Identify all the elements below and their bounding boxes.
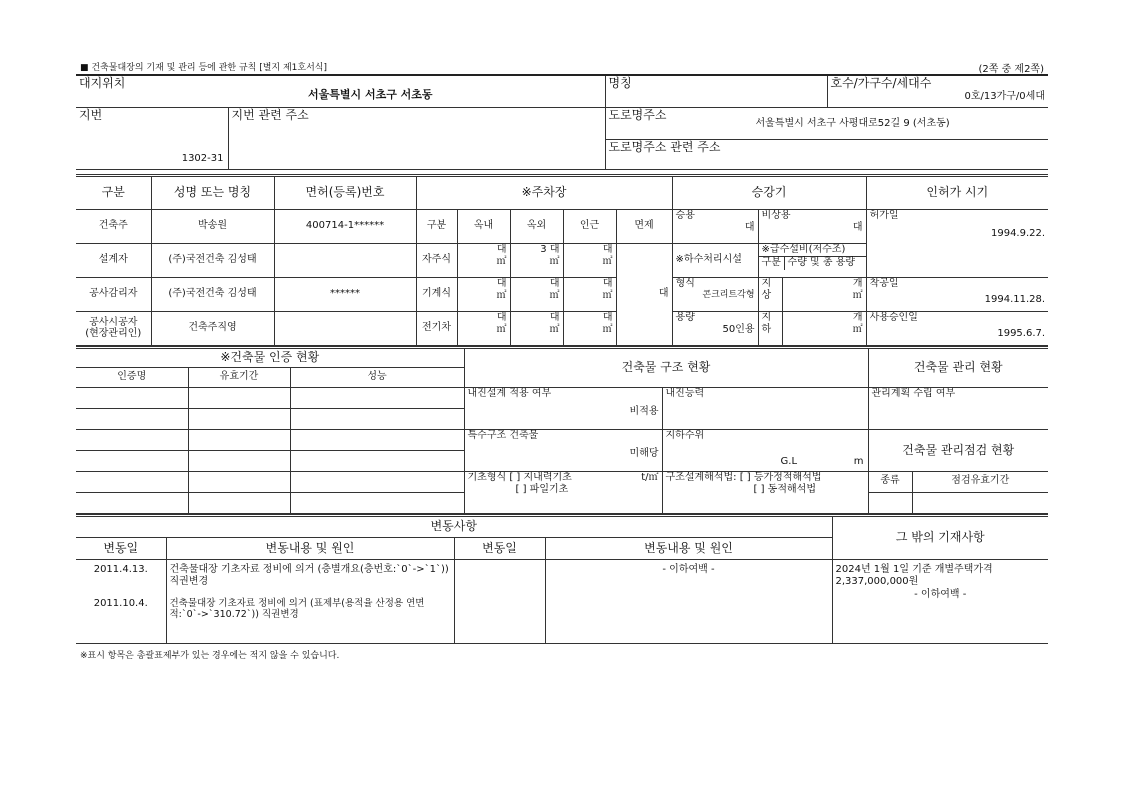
area-unit: ㎡ (602, 290, 613, 301)
area-unit: ㎡ (602, 256, 613, 267)
others-line1: 2024년 1월 1일 기준 개별주택가격 (835, 563, 993, 575)
area-unit: ㎡ (852, 290, 863, 301)
special-label: 특수구조 건축물 (467, 429, 539, 441)
approval-date: 1995.6.7. (997, 328, 1046, 339)
above-label: 지상 (758, 277, 782, 311)
area-unit: ㎡ (549, 324, 560, 335)
change-date-label: 변동일 (76, 537, 166, 559)
parking-nearby: 대 (602, 277, 613, 289)
water-sub2: 수량 및 총 용량 (787, 257, 856, 268)
details-table (76, 174, 1048, 346)
cert-title: ※건축물 인증 현황 (76, 347, 464, 367)
count-unit: 개 (852, 311, 863, 323)
area-unit: ㎡ (549, 290, 560, 301)
form-value: 콘크리트각형 (702, 290, 755, 300)
inspection-type-label: 종류 (868, 471, 912, 492)
structure-title: 건축물 구조 현황 (464, 347, 868, 387)
others-line2: 2,337,000,000원 (835, 576, 919, 587)
site-label: 대지위치 (79, 76, 126, 90)
groundwater-label: 지하수위 (665, 429, 705, 441)
others-title: 그 밖의 기재사항 (832, 515, 1048, 559)
change-content-label: 변동내용 및 원인 (166, 537, 454, 559)
person-name: (주)국전건축 김성태 (151, 243, 274, 277)
parking-row-type: 자주식 (416, 243, 457, 277)
page-indicator: (2쪽 중 제2쪽) (978, 64, 1044, 75)
parking-col-nearby: 인근 (563, 209, 616, 243)
permit-date: 1994.9.22. (990, 228, 1046, 239)
site-value: 서울특별시 서초구 서초동 (308, 88, 433, 101)
parking-col-type: 구분 (416, 209, 457, 243)
change-date: 2011.10.4. (93, 598, 148, 609)
form-header (76, 58, 1048, 74)
parking-col-exempt: 면제 (616, 209, 672, 243)
change-content-label-2: 변동내용 및 원인 (545, 537, 832, 559)
count-unit: 개 (852, 277, 863, 289)
seismic-label: 내진설계 적용 여부 (467, 387, 552, 399)
groundwater-unit: m (853, 456, 864, 467)
road-value: 서울특별시 서초구 사평대로52길 9 (서초동) (755, 117, 950, 129)
person-name: 건축주직영 (151, 311, 274, 345)
analysis-opt2: [ ] 동적해석법 (753, 484, 816, 495)
capacity-label: 용량 (675, 311, 695, 323)
col-category: 구분 (76, 175, 151, 209)
parking-outdoor: 대 (549, 277, 560, 289)
permit-title: 인허가 시기 (866, 175, 1048, 209)
start-label: 착공일 (869, 277, 899, 289)
cert-col-name: 인증명 (76, 367, 188, 387)
passenger-label: 승용 (675, 209, 695, 221)
person-role: 건축주 (76, 209, 151, 243)
foundation-opt2: [ ] 파일기초 (515, 484, 569, 495)
passenger-unit: 대 (744, 222, 755, 233)
parking-indoor: 대 (496, 243, 507, 255)
units-value: 0호/13가구/0세대 (964, 91, 1045, 102)
approval-label: 사용승인일 (869, 311, 918, 323)
foundation-opt1: [ ] 지내력기초 (509, 471, 572, 483)
footer-note: ※표시 항목은 총괄표제부가 있는 경우에는 적지 않을 수 있습니다. (80, 650, 340, 661)
person-role: 공사시공자 (현장관리인) (76, 311, 151, 345)
analysis-opt1: [ ] 등가정적해석법 (739, 471, 822, 483)
change-date-label-2: 변동일 (454, 537, 545, 559)
parking-title: ※주차장 (416, 175, 672, 209)
lot-label: 지번 (79, 107, 103, 122)
person-role: 공사감리자 (76, 277, 151, 311)
area-unit: ㎡ (496, 324, 507, 335)
lot-value: 1302-31 (181, 153, 224, 164)
permit-label: 허가일 (869, 209, 899, 221)
parking-exempt: 대 (658, 287, 669, 299)
emergency-label: 비상용 (761, 209, 791, 221)
road-label: 도로명주소 (608, 107, 667, 122)
special-value: 미해당 (629, 448, 659, 459)
seismic-cap-label: 내진능력 (662, 387, 868, 429)
inspection-valid-label: 점검유효기간 (912, 471, 1048, 492)
emergency-unit: 대 (852, 222, 863, 233)
seismic-value: 비적용 (629, 406, 659, 417)
sewage-label: ※하수처리시설 (672, 243, 758, 277)
parking-indoor: 대 (496, 311, 507, 323)
right-blank: - 이하여백 - (545, 559, 832, 643)
parking-indoor: 대 (496, 277, 507, 289)
cert-col-performance: 성능 (290, 367, 464, 387)
units-label: 호수/가구수/세대수 (830, 76, 932, 90)
lot-related-label: 지번 관련 주소 (231, 107, 309, 122)
water-label: ※급수설비(저수조) (759, 244, 866, 258)
area-unit: ㎡ (496, 290, 507, 301)
start-date: 1994.11.28. (984, 294, 1046, 305)
person-name: (주)국전건축 김성태 (151, 277, 274, 311)
form-label: 형식 (675, 277, 695, 289)
parking-row-type: 기계식 (416, 277, 457, 311)
inspection-title: 건축물 관리점검 현황 (868, 429, 1048, 471)
person-license (274, 243, 416, 277)
person-name: 박송원 (151, 209, 274, 243)
area-unit: ㎡ (549, 256, 560, 267)
changes-title: 변동사항 (76, 515, 832, 537)
parking-col-indoor: 옥내 (457, 209, 510, 243)
plan-label: 관리계획 수립 여부 (868, 387, 1048, 429)
changes-table (76, 514, 1048, 644)
form-regulation-note: ■ 건축물대장의 기재 및 관리 등에 관한 규칙 [별지 제1호서식] (80, 63, 327, 73)
parking-nearby: 대 (602, 311, 613, 323)
parking-outdoor: 대 (549, 311, 560, 323)
foundation-label: 기초형식 (467, 471, 507, 483)
water-sub: 구분 (759, 257, 785, 270)
area-unit: ㎡ (602, 324, 613, 335)
area-unit: ㎡ (852, 324, 863, 335)
col-name: 성명 또는 명칭 (151, 175, 274, 209)
change-date: 2011.4.13. (93, 563, 148, 575)
person-license: ****** (274, 277, 416, 311)
person-license (274, 311, 416, 345)
col-license: 면허(등록)번호 (274, 175, 416, 209)
elevator-title: 승강기 (672, 175, 866, 209)
foundation-unit: t/㎡ (641, 471, 659, 483)
groundwater-value: G.L (780, 456, 798, 467)
parking-nearby: 대 (602, 243, 613, 255)
management-title: 건축물 관리 현황 (868, 347, 1048, 387)
others-blank: - 이하여백 - (914, 588, 967, 600)
location-table (76, 74, 1048, 170)
cert-col-validity: 유효기간 (188, 367, 290, 387)
analysis-label: 구조설계해석법: (665, 471, 737, 483)
change-text: 건축물대장 기초자료 정비에 의거 (층별개요(층번호:`0`->`1`)) 직권변경 (169, 563, 449, 587)
road-related-label: 도로명주소 관련 주소 (608, 139, 721, 154)
building-register-page (76, 58, 1048, 661)
parking-col-outdoor: 옥외 (510, 209, 563, 243)
person-role: 설계자 (76, 243, 151, 277)
status-table (76, 346, 1048, 514)
person-license: 400714-1****** (274, 209, 416, 243)
change-text: 건축물대장 기초자료 정비에 의거 (표제부(용적율 산정용 연면적:`0`->`310.72`)) 직권변경 (169, 597, 425, 621)
below-label: 지하 (758, 311, 782, 345)
capacity-value: 50인용 (722, 324, 755, 335)
name-label: 명칭 (608, 76, 632, 90)
area-unit: ㎡ (496, 256, 507, 267)
parking-outdoor: 3 대 (540, 243, 560, 255)
parking-row-type: 전기차 (416, 311, 457, 345)
